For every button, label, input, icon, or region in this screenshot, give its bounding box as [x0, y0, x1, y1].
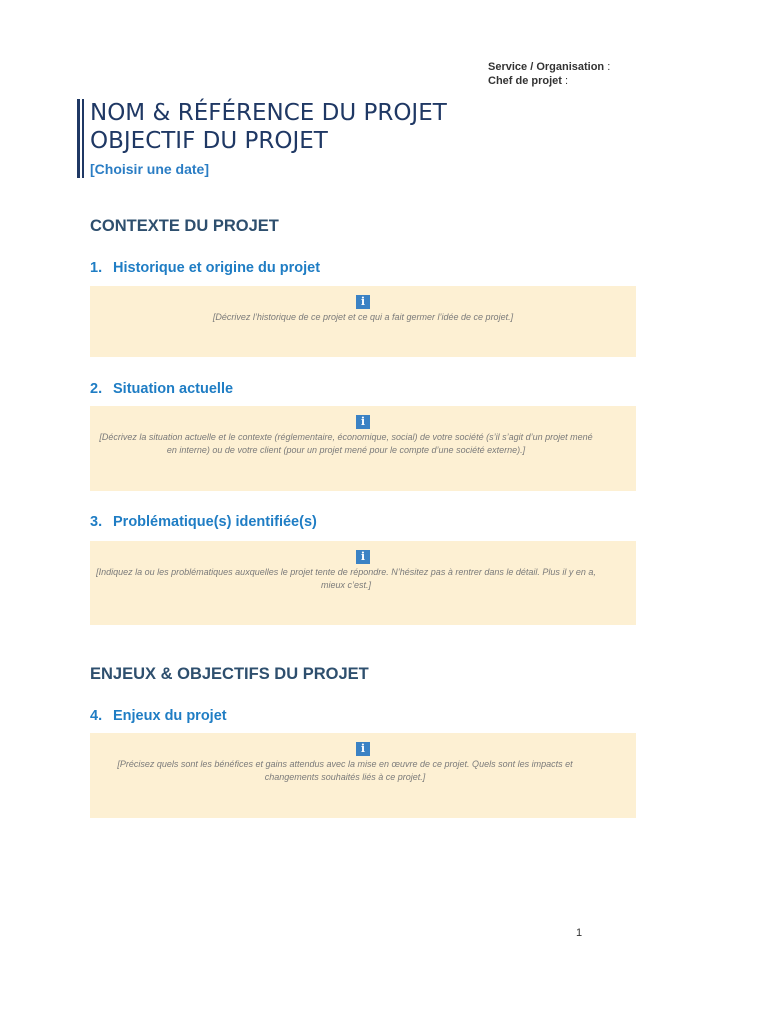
service-separator: : [604, 61, 611, 73]
subheading-number: 4. [90, 708, 103, 724]
header-meta [488, 60, 610, 88]
subheading-title: Problématique(s) identifiée(s) [113, 514, 317, 530]
date-picker[interactable]: [Choisir une date] [90, 161, 210, 177]
hint-box-problematique[interactable] [90, 541, 636, 625]
info-icon: i [356, 415, 370, 429]
subheading-enjeux [90, 708, 227, 724]
title-accent-bar [77, 99, 80, 178]
subheading-title: Enjeux du projet [113, 708, 227, 724]
subheading-title: Situation actuelle [113, 381, 234, 397]
subheading-number: 2. [90, 381, 103, 397]
subheading-number: 3. [90, 514, 103, 530]
subheading-historique [90, 260, 320, 276]
page-number: 1 [576, 927, 583, 939]
subheading-problematique [90, 514, 317, 530]
hint-text-problematique: [Indiquez la ou les problématiques auxquelles le projet tente de répondre. N’hésitez pas à rentrer dans le détail. Plus il y en a, mieux c’est.] [96, 567, 596, 590]
hint-text-enjeux: [Précisez quels sont les bénéfices et gains attendus avec la mise en œuvre de ce projet. Quels sont les impacts et changements souhaités liés à ce projet.] [117, 759, 573, 782]
info-icon: i [356, 295, 370, 309]
project-name-title[interactable]: NOM & RÉFÉRENCE DU PROJET [90, 100, 447, 126]
hint-box-historique[interactable] [90, 286, 636, 357]
chef-separator: : [561, 75, 569, 87]
section-heading-contexte: CONTEXTE DU PROJET [90, 217, 279, 235]
project-objective-title[interactable]: OBJECTIF DU PROJET [90, 128, 328, 154]
info-icon: i [356, 742, 370, 756]
title-accent-bar-inner [82, 99, 84, 178]
service-label: Service / Organisation [488, 61, 605, 73]
hint-box-situation[interactable] [90, 406, 636, 491]
chef-line [488, 74, 610, 88]
hint-text-situation: [Décrivez la situation actuelle et le contexte (réglementaire, économique, social) de votre société (s’il s’agit d’un projet mené en interne) ou de votre client (pour un projet mené pour le compte d’une société externe).] [99, 432, 593, 455]
section-heading-enjeux: ENJEUX & OBJECTIFS DU PROJET [90, 665, 369, 683]
subheading-title: Historique et origine du projet [113, 260, 321, 276]
title-block [77, 99, 447, 177]
chef-label: Chef de projet [488, 75, 562, 87]
hint-box-enjeux[interactable] [90, 733, 636, 818]
subheading-situation [90, 381, 233, 397]
subheading-number: 1. [90, 260, 103, 276]
info-icon: i [356, 550, 370, 564]
hint-text-historique: [Décrivez l’historique de ce projet et ce qui a fait germer l’idée de ce projet.] [212, 312, 514, 322]
service-line [488, 60, 610, 74]
